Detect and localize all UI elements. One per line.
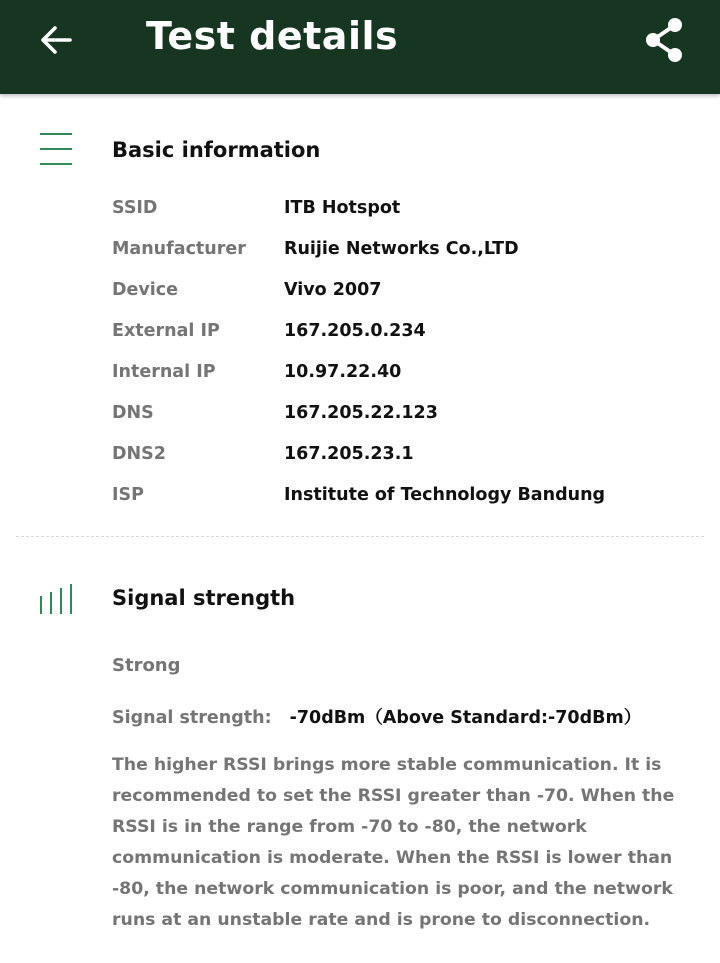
section-divider (16, 536, 704, 537)
info-row-ssid (112, 198, 692, 228)
info-label: DNS2 (112, 444, 166, 464)
menu-lines-icon (39, 132, 73, 170)
info-label: Device (112, 280, 179, 300)
info-row-isp (112, 485, 692, 515)
info-label: Internal IP (112, 362, 216, 382)
info-value: Ruijie Networks Co.,LTD (284, 239, 519, 259)
info-value: 10.97.22.40 (284, 362, 402, 382)
signal-description: The higher RSSI brings more stable communication. It is recommended to set the RSSI greater than -70. When the RSSI is in the range from -70 to -80, the network communication is moderate. When the RSSI is lower than -80, the network communication is poor, and the network runs at an unstable rate and is prone to disconnection. (112, 755, 675, 930)
share-button[interactable] (638, 14, 690, 66)
info-label: Manufacturer (112, 239, 246, 259)
share-icon (641, 15, 687, 65)
back-button[interactable] (34, 18, 78, 62)
info-row-internal-ip (112, 362, 692, 392)
app-bar (0, 0, 720, 94)
info-value: ITB Hotspot (284, 198, 401, 218)
signal-bars-icon (38, 582, 74, 620)
info-value: 167.205.0.234 (284, 321, 426, 341)
section-title-signal-strength: Signal strength (112, 586, 296, 610)
info-value: Institute of Technology Bandung (284, 485, 606, 505)
info-row-device (112, 280, 692, 310)
signal-strength-label: Signal strength: (112, 708, 272, 728)
info-row-manufacturer (112, 239, 692, 269)
info-row-external-ip (112, 321, 692, 351)
info-value: 167.205.22.123 (284, 403, 438, 423)
info-label: DNS (112, 403, 154, 423)
info-label: ISP (112, 485, 144, 505)
info-row-dns2 (112, 444, 692, 474)
info-label: SSID (112, 198, 158, 218)
page-title: Test details (146, 14, 399, 58)
info-row-dns (112, 403, 692, 433)
section-title-basic-information: Basic information (112, 138, 321, 162)
info-value: 167.205.23.1 (284, 444, 414, 464)
signal-strength-line (112, 704, 641, 729)
arrow-left-icon (36, 20, 76, 60)
info-label: External IP (112, 321, 220, 341)
signal-strength-value: -70dBm（Above Standard:-70dBm） (289, 708, 642, 728)
signal-level-text: Strong (112, 655, 181, 676)
info-value: Vivo 2007 (284, 280, 382, 300)
